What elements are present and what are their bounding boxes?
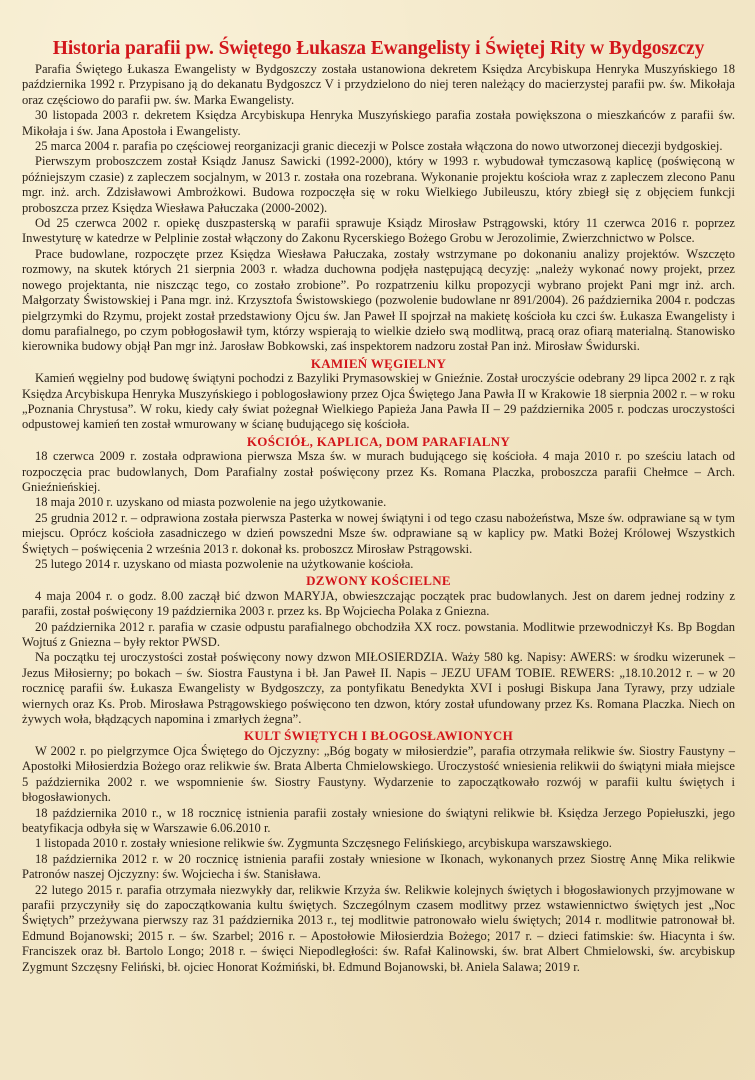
intro-paragraph-2: 30 listopada 2003 r. dekretem Księdza Arcybiskupa Henryka Muszyńskiego parafia została powiększona o mieszkańców z parafii św. Mikołaja i św. Jana Apostoła i Ewangelisty. xyxy=(22,108,735,138)
saints-paragraph-5: 22 lutego 2015 r. parafia otrzymała niezwykły dar, relikwie Krzyża św. Relikwie kolejnych świętych i błogosławionych przyjmowane w parafii przyczyniły się do zapoczątkowania kultu świętych. Szczególnym czasem modlitwy przez wstawiennictwo świętych jest „Noc Świętych” przeżywana pierwszy raz 31 października 2013 r., tej modlitwie patronowało wielu świętych; 2014 r. modlitwie patronował bł. Edmund Bojanowski; 2015 r. – św. Szarbel; 2016 r. – Apostołowie Miłosierdzia Bożego; 2017 r. – dzieci fatimskie: św. Hiacynta i św. Franciszek oraz bł. Bartolo Longo; 2018 r. – święci Niepodległości: św. Rafał Kalinowski, św. brat Albert Chmielowski, św. arcybiskup Zygmunt Szczęsny Feliński, bł. ojciec Honorat Koźmiński, bł. Edmund Bojanowski, bł. Aniela Salawa; 2019 r. xyxy=(22,882,735,974)
section-heading-church: KOŚCIÓŁ, KAPLICA, DOM PARAFIALNY xyxy=(246,433,511,449)
section-saints xyxy=(22,728,735,975)
saints-paragraph-1: W 2002 r. po pielgrzymce Ojca Świętego do Ojczyzny: „Bóg bogaty w miłosierdzie”, parafia otrzymała relikwie św. Siostry Faustyny – Apostołki Miłosierdzia Bożego oraz relikwie św. Brata Alberta Chmielowskiego. Uroczystość wniesienia relikwii do świątyni miała miejsce 5 października 2002 r. we wspomnienie św. Siostry Faustyny. Wydarzenie to zapoczątkowało rozwój w parafii kultu świętych i błogosławionych. xyxy=(22,743,735,805)
section-church xyxy=(22,434,735,573)
section-heading-bells: DZWONY KOŚCIELNE xyxy=(306,573,451,589)
intro-section xyxy=(22,62,735,355)
section-heading-cornerstone: KAMIEŃ WĘGIELNY xyxy=(310,355,447,371)
cornerstone-paragraph-1: Kamień węgielny pod budowę świątyni pochodzi z Bazyliki Prymasowskiej w Gnieźnie. Został uroczyście odebrany 29 lipca 2002 r. z rąk Księdza Arcybiskupa Henryka Muszyńskiego i poblogosławiony przez Ojca Świętego Jana Pawła II w Krakowie 18 sierpnia 2002 r. – w roku „Poznania Chrystusa”. W roku, kiedy cały świat pożegnał Wielkiego Papieża Jana Pawła II – 29 października 2005 r. podczas uroczystości odpustowej kamień ten został wmurowany w ścianę budującego się kościoła. xyxy=(22,371,735,432)
church-paragraph-1: 18 czerwca 2009 r. została odprawiona pierwsza Msza św. w murach budującego się kościoła. 4 maja 2010 r. po sześciu latach od rozpoczęcia prac budowlanych, Dom Parafialny został poświęcony przez Ks. Romana Placzka, proboszcza parafii Chełmce – Arch. Gnieźnieńskiej. xyxy=(22,449,735,494)
section-heading-saints: KULT ŚWIĘTYCH I BŁOGOSŁAWIONYCH xyxy=(243,728,513,744)
church-paragraph-4: 25 lutego 2014 r. uzyskano od miasta pozwolenie na użytkowanie kościoła. xyxy=(35,557,414,571)
section-bells xyxy=(22,573,735,727)
saints-paragraph-3: 1 listopada 2010 r. zostały wniesione relikwie św. Zygmunta Szczęsnego Felińskiego, arcybiskupa warszawskiego. xyxy=(35,836,612,851)
church-paragraph-3: 25 grudnia 2012 r. – odprawiona została pierwsza Pasterka w nowej świątyni i od tego czasu nabożeństwa, Msze św. odprawiane są w tym miejscu. Oprócz kościoła zasadniczego w dzień powszedni Msze św. odprawiane są w kaplicy pw. Matki Bożej Królowej Wszystkich Świętych – poświęcenia 2 września 2013 r. dokonał ks. proboszcz Mirosław Pstrągowski. xyxy=(22,510,735,556)
intro-paragraph-4: Pierwszym proboszczem został Ksiądz Janusz Sawicki (1992-2000), który w 1993 r. wybudował tymczasową kaplicę (poświęconą w późniejszym czasie) z zapleczem socjalnym, w 2013 r. została ona rozebrana. Wykonanie projektu kościoła wraz z zapleczem zlecono Panu mgr. inż. arch. Zdzisławowi Ambrożkowi. Budowa rozpoczęła się w roku Wielkiego Jubileuszu, który zbiegł się z objęciem funkcji proboszcza przez Księdza Wiesława Pałuczaka (2000-2002). xyxy=(22,154,735,215)
bells-paragraph-1: 4 maja 2004 r. o godz. 8.00 zaczął bić dzwon MARYJA, obwieszczając początek prac budowlanych. Jest on darem jednej rodziny z parafii, został poświęcony 19 października 2003 r. przez ks. Bp Wojciecha Polaka z Gniezna. xyxy=(22,588,735,619)
intro-paragraph-1: Parafia Świętego Łukasza Ewangelisty w Bydgoszczy została ustanowiona dekretem Księdza Arcybiskupa Henryka Muszyńskiego 18 października 1992 r. Przypisano ją do dekanatu Bydgoszcz V i przydzielono do niej teren należący do macierzystej parafii pw. św. Mikołaja oraz częściowo do parafii pw. św. Marka Ewangelisty. xyxy=(22,62,735,107)
intro-paragraph-5: Od 25 czerwca 2002 r. opiekę duszpasterską w parafii sprawuje Ksiądz Mirosław Pstrągowski, który 11 czerwca 2016 r. poprzez Inwestyturę w katedrze w Pelplinie został włączony do Zakonu Rycerskiego Bożego Grobu w Jerozolimie, Zwierzchnictwo w Polsce. xyxy=(22,216,735,246)
bells-paragraph-2: 20 października 2012 r. parafia w czasie odpustu parafialnego obchodziła XX rocz. powstania. Modlitwie przewodniczył Ks. Bp Bogdan Wojtuś z Gniezna – były rektor PWSD. xyxy=(22,619,735,650)
document-title: Historia parafii pw. Świętego Łukasza Ewangelisty i Świętej Rity w Bydgoszczy xyxy=(52,38,705,59)
intro-paragraph-6: Prace budowlane, rozpoczęte przez Księdza Wiesława Pałuczaka, zostały wstrzymane po dokonaniu analizy projektów. Wszczęto rozmowy, na skutek których 21 sierpnia 2003 r. władza duchowna podjęła następującą decyzję: „należy wykonać nowy projekt, przez nowego projektanta, nie niszcząc tego, co zostało zrobione”. Po rozpatrzeniu kilku propozycji wybrano projekt Pani mgr inż. arch. Małgorzaty Świstowskiej i Pana mgr. inż. Krzysztofa Świstowskiego (pozwolenie budowlane nr 891/2004). 26 października 2004 r. podczas pielgrzymki do Rzymu, projekt został przedstawiony Ojcu św. Jan Paweł II spojrzał na makietę kościoła ku czci św. Łukasza Ewangelisty i domu parafialnego, po czym pobłogosławił tym, którzy wspierają to wielkie dzieło swą modlitwą, pracą oraz ofiarą materialną. Stanowisko kierownika budowy objął Pan mgr inż. Jarosław Bobkowski, zaś inspektorem nadzoru został Pan inż. Mirosław Świdurski. xyxy=(22,246,735,354)
section-cornerstone xyxy=(22,356,735,433)
saints-paragraph-2: 18 października 2010 r., w 18 rocznicę istnienia parafii zostały wniesione do świątyni relikwie bł. Księdza Jerzego Popiełuszki, jego beatyfikacja odbyła się w Warszawie 6.06.2010 r. xyxy=(22,805,735,835)
saints-paragraph-4: 18 października 2012 r. w 20 rocznicę istnienia parafii zostały wniesione w Ikonach, wykonanych przez Siostrę Annę Mika relikwie Patronów naszej Ojczyzny: św. Wojciecha i św. Stanisława. xyxy=(22,851,735,882)
church-paragraph-2: 18 maja 2010 r. uzyskano od miasta pozwolenie na jego użytkowanie. xyxy=(35,495,387,510)
bells-paragraph-3: Na początku tej uroczystości został poświęcony nowy dzwon MIŁOSIERDZIA. Waży 580 kg. Napisy: AWERS: w środku wizerunek – Jezus Miłosierny; po bokach – św. Siostra Faustyna i bł. Jan Paweł II. Napis – JEZU UFAM TOBIE. REWERS: „18.10.2012 r. – w 20 rocznicę parafii św. Łukasza Ewangelisty w Bydgoszczy, za pontyfikatu Benedykta XVI i posługi Biskupa Jana Tyrawy, przy udziale wiernych oraz Ks. Prob. Mirosława Pstrągowskiego poświęcono ten dzwon, który został ufundowany przez Ks. Romana Placzka. Niech on żywych woła, błądzących napomina i zmarłych żegna”. xyxy=(22,650,735,727)
intro-paragraph-3: 25 marca 2004 r. parafia po częściowej reorganizacji granic diecezji w Polsce została włączona do nowo utworzonej diecezji bydgoskiej. xyxy=(35,139,723,154)
